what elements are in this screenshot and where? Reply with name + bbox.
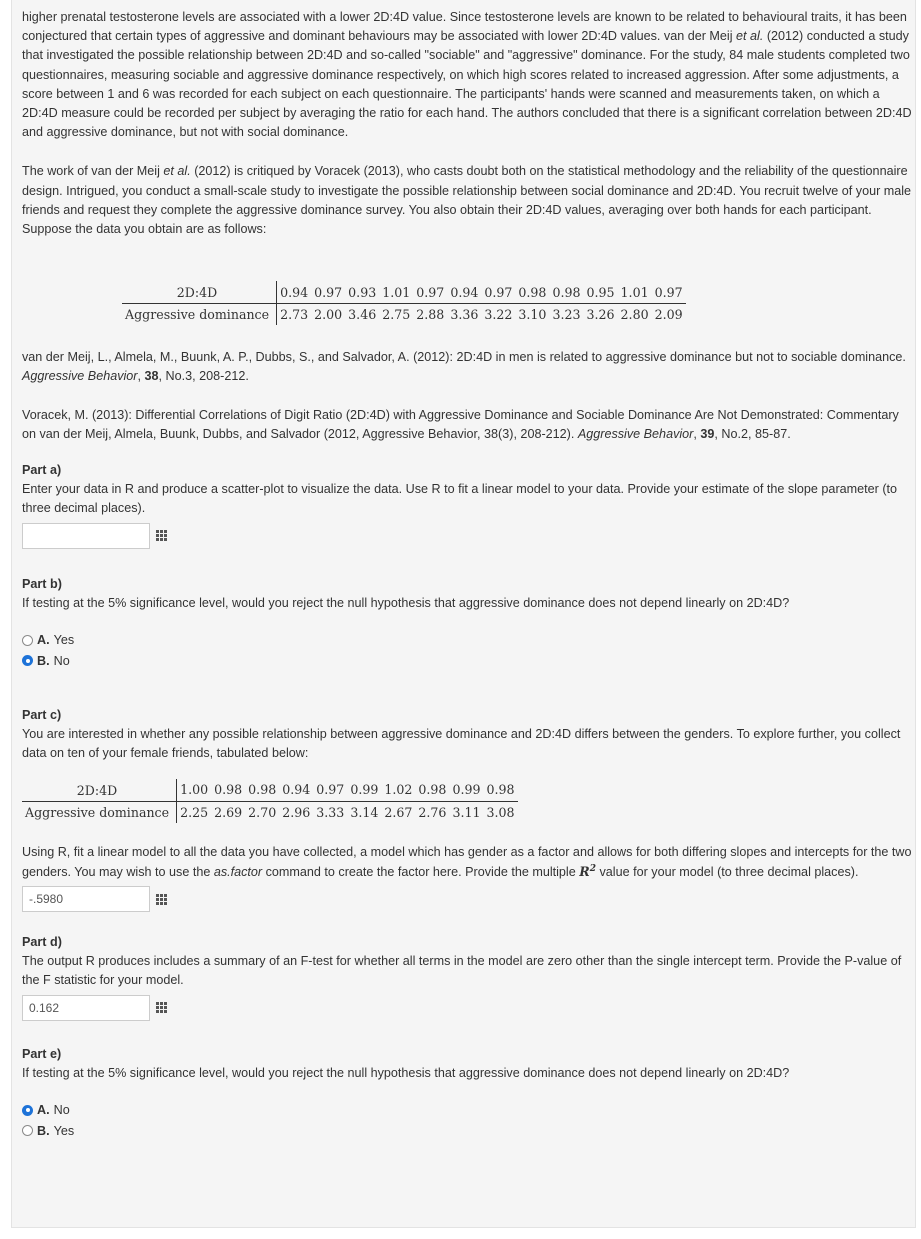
part-b-option-b-letter: B. (37, 653, 50, 668)
male-table-cell: 0.97 (481, 281, 515, 304)
part-b-option-a-letter: A. (37, 633, 50, 648)
male-table-cell: 0.97 (311, 281, 345, 304)
female-table-cell: 2.67 (384, 804, 413, 820)
female-table-cell: 1.00 (177, 779, 212, 802)
part-b-option-a-label: Yes (53, 633, 75, 648)
part-e-title: Part e) (22, 1046, 62, 1061)
part-b-text: If testing at the 5% significance level, would you reject the null hypothesis that aggressive dominance does not depend linearly on 2D:4D? (22, 595, 790, 610)
part-e-option-a-letter: A. (37, 1103, 50, 1118)
female-table-cell: 3.33 (316, 804, 345, 820)
part-e-option-a[interactable] (22, 1100, 912, 1121)
part-b-option-b-radio-icon[interactable] (22, 655, 33, 666)
female-table-cell: 0.98 (415, 779, 449, 802)
part-c-text2-c: value for your model (to three decimal places). (595, 864, 859, 879)
ref2-text-b: , No.2, 85-87. (714, 426, 791, 441)
part-e-option-b-label: Yes (53, 1123, 75, 1138)
part-c-text: You are interested in whether any possible relationship between aggressive dominance and 2D:4D differs between the genders. To explore further, you collect data on ten of your female friends, tabulated below: (22, 727, 901, 761)
ref2-journal: Aggressive Behavior (577, 426, 694, 441)
female-table-header-2d4d: 2D:4D (22, 779, 177, 802)
part-a-answer-row (22, 523, 912, 549)
female-table-row-aggressive (22, 801, 518, 823)
female-table-header-aggressive: Aggressive dominance (22, 801, 177, 823)
critique-paragraph (22, 162, 912, 239)
male-table-cell: 0.95 (584, 281, 618, 304)
female-table-cell: 0.98 (245, 779, 279, 802)
male-table-cell: 3.22 (484, 307, 513, 323)
part-b-title: Part b) (22, 576, 62, 591)
female-table-cell: 2.25 (180, 804, 209, 820)
critique-text-b: (2012) is critiqued by Voracek (2013), who casts doubt both on the statistical methodology and the reliability of the questionnaire design. Intrigued, you conduct a small-scale study to investigate the possible relationship between social dominance and 2D:4D. You recruit twelve of your male friends and request they complete the aggressive dominance survey. You also obtain their 2D:4D values, averaging over both hands for each participant. Suppose the data you obtain are as follows: (22, 164, 912, 237)
male-table-cell: 0.97 (413, 281, 447, 304)
female-table-cell: 0.99 (449, 779, 483, 802)
male-table-cell: 1.01 (618, 281, 652, 304)
male-table-cell: 3.10 (518, 307, 547, 323)
female-table-cell: 3.11 (452, 804, 481, 820)
part-c-text2-a: Using R, fit a linear model to all the data you have collected, a model which has gender as a factor and allows for both differing slopes and intercepts for the two genders. You may wish to use the (22, 844, 912, 879)
intro-text-b: (2012) conducted a study that investigated the possible relationship between 2D:4D and so-called "sociable" and "aggressive" dominance. For the study, 84 male students completed two questionnaires, measuring sociable and aggressive dominance respectively, on which high scores related to increased aggression. After some adjustments, a score between 1 and 6 was recorded for each subject on each questionnaire. The participants' hands were scanned and measurements taken, on which a 2D:4D measure could be recorded per subject by averaging the ratio for each hand. The authors concluded that there is a significant correlation between 2D:4D and aggressive dominance, but not with social dominance. (22, 29, 912, 140)
female-table-cell: 3.08 (486, 804, 515, 820)
male-table-cell: 0.93 (345, 281, 379, 304)
male-table-cell: 3.23 (552, 307, 581, 323)
r-squared-letter: R (579, 863, 590, 879)
part-b-option-b-label: No (53, 653, 70, 668)
critique-text-a: The work of van der Meij (22, 164, 164, 179)
male-table-cell: 0.97 (652, 281, 686, 304)
female-table-cell: 0.99 (347, 779, 381, 802)
part-c-title: Part c) (22, 708, 62, 723)
female-table-cell: 2.70 (248, 804, 277, 820)
part-c-answer-input[interactable]: -.5980 (22, 886, 150, 912)
female-table-cell: 2.96 (282, 804, 311, 820)
part-b-options (22, 630, 912, 671)
ref1-volume: 38 (144, 369, 159, 384)
part-a-answer-input[interactable] (22, 523, 150, 549)
part-c-command: as.factor (213, 864, 263, 879)
reference-voracek (22, 406, 912, 444)
male-table-cell: 3.46 (348, 307, 377, 323)
r-squared-exponent: 2 (589, 863, 596, 874)
question-content (22, 8, 912, 1141)
part-e-option-b[interactable] (22, 1121, 912, 1142)
part-c-keypad-icon[interactable] (150, 886, 173, 912)
female-table-cell: 0.98 (211, 779, 245, 802)
intro-text-a: higher prenatal testosterone levels are associated with a lower 2D:4D value. Since testosterone levels are known to be related to behavioural traits, it has been conjectured that certain types of aggressive and dominant behaviours may be associated with lower 2D:4D values. van der Meij (22, 10, 907, 44)
part-d-title: Part d) (22, 935, 62, 950)
male-table-row-aggressive (122, 304, 686, 326)
ref1-journal: Aggressive Behavior (22, 369, 138, 384)
ref2-text-a: Voracek, M. (2013): Differential Correlations of Digit Ratio (2D:4D) with Aggressive Dominance and Sociable Dominance Are Not Demonstrated: Commentary on van der Meij, Almela, Buunk, Dubbs, and Salvador (2012, Aggressive Behavior, 38(3), 208-212). (22, 407, 899, 441)
male-table-row-2d4d (122, 281, 686, 304)
part-c-text2-b: command to create the factor here. Provide the multiple (262, 864, 580, 879)
female-table-cell: 0.98 (484, 779, 518, 802)
part-e-text: If testing at the 5% significance level, would you reject the null hypothesis that aggressive dominance does not depend linearly on 2D:4D? (22, 1065, 790, 1080)
part-d-answer-row (22, 995, 912, 1021)
female-table-cell: 1.02 (381, 779, 415, 802)
part-c-text2 (22, 843, 912, 882)
part-e-option-a-label: No (53, 1103, 70, 1118)
male-table-header-2d4d: 2D:4D (122, 281, 277, 304)
question-panel (11, 0, 916, 1228)
intro-etal: et al. (736, 29, 764, 44)
ref1-text-b: , No.3, 208-212. (158, 369, 249, 384)
part-b-option-b[interactable] (22, 651, 912, 672)
part-d-answer-input[interactable]: 0.162 (22, 995, 150, 1021)
r-squared-symbol (579, 864, 596, 879)
female-table-cell: 2.76 (418, 804, 447, 820)
male-table-cell: 3.26 (586, 307, 615, 323)
male-table-cell: 3.36 (450, 307, 479, 323)
male-data-table-wrap (122, 281, 912, 325)
part-b-option-a-radio-icon[interactable] (22, 635, 33, 646)
male-table-cell: 1.01 (379, 281, 413, 304)
male-table-cell: 2.00 (314, 307, 343, 323)
part-d-text: The output R produces includes a summary of an F-test for whether all terms in the model are zero other than the single intercept term. Provide the P-value of the F statistic for your model. (22, 954, 902, 988)
part-a-text: Enter your data in R and produce a scatter-plot to visualize the data. Use R to fit a linear model to your data. Provide your estimate of the slope parameter (to three decimal places). (22, 482, 898, 516)
female-table-cell: 0.94 (279, 779, 313, 802)
male-table-cell: 2.88 (416, 307, 445, 323)
ref1-text-a: van der Meij, L., Almela, M., Buunk, A. P., Dubbs, S., and Salvador, A. (2012): 2D:4D in men is related to aggressive dominance but not to sociable dominance. (22, 350, 906, 365)
male-table-cell: 0.94 (277, 281, 312, 304)
male-data-table (122, 281, 686, 325)
male-table-cell: 2.73 (280, 307, 309, 323)
male-table-cell: 2.80 (620, 307, 649, 323)
female-table-cell: 3.14 (350, 804, 379, 820)
ref2-volume: 39 (700, 426, 715, 441)
part-d-keypad-icon[interactable] (150, 995, 173, 1021)
ref2-comma: , (693, 426, 701, 441)
reference-van-der-meij (22, 348, 912, 386)
part-a-keypad-icon[interactable] (150, 523, 173, 549)
ref1-comma: , (137, 369, 145, 384)
female-table-cell: 0.97 (313, 779, 347, 802)
male-table-cell: 0.98 (515, 281, 549, 304)
female-data-table-wrap (22, 779, 912, 823)
part-e-option-a-radio-icon[interactable] (22, 1105, 33, 1116)
part-a-title: Part a) (22, 463, 62, 478)
male-table-cell: 2.09 (654, 307, 683, 323)
male-table-cell: 0.94 (447, 281, 481, 304)
male-table-cell: 0.98 (549, 281, 583, 304)
part-e-options (22, 1100, 912, 1141)
critique-etal: et al. (163, 164, 191, 179)
female-data-table (22, 779, 518, 823)
male-table-header-aggressive: Aggressive dominance (122, 304, 277, 326)
intro-paragraph (22, 8, 912, 142)
part-e-option-b-letter: B. (37, 1123, 50, 1138)
part-b-option-a[interactable] (22, 630, 912, 651)
part-c-answer-row (22, 886, 912, 912)
male-table-cell: 2.75 (382, 307, 411, 323)
part-e-option-b-radio-icon[interactable] (22, 1125, 33, 1136)
female-table-cell: 2.69 (214, 804, 243, 820)
female-table-row-2d4d (22, 779, 518, 802)
